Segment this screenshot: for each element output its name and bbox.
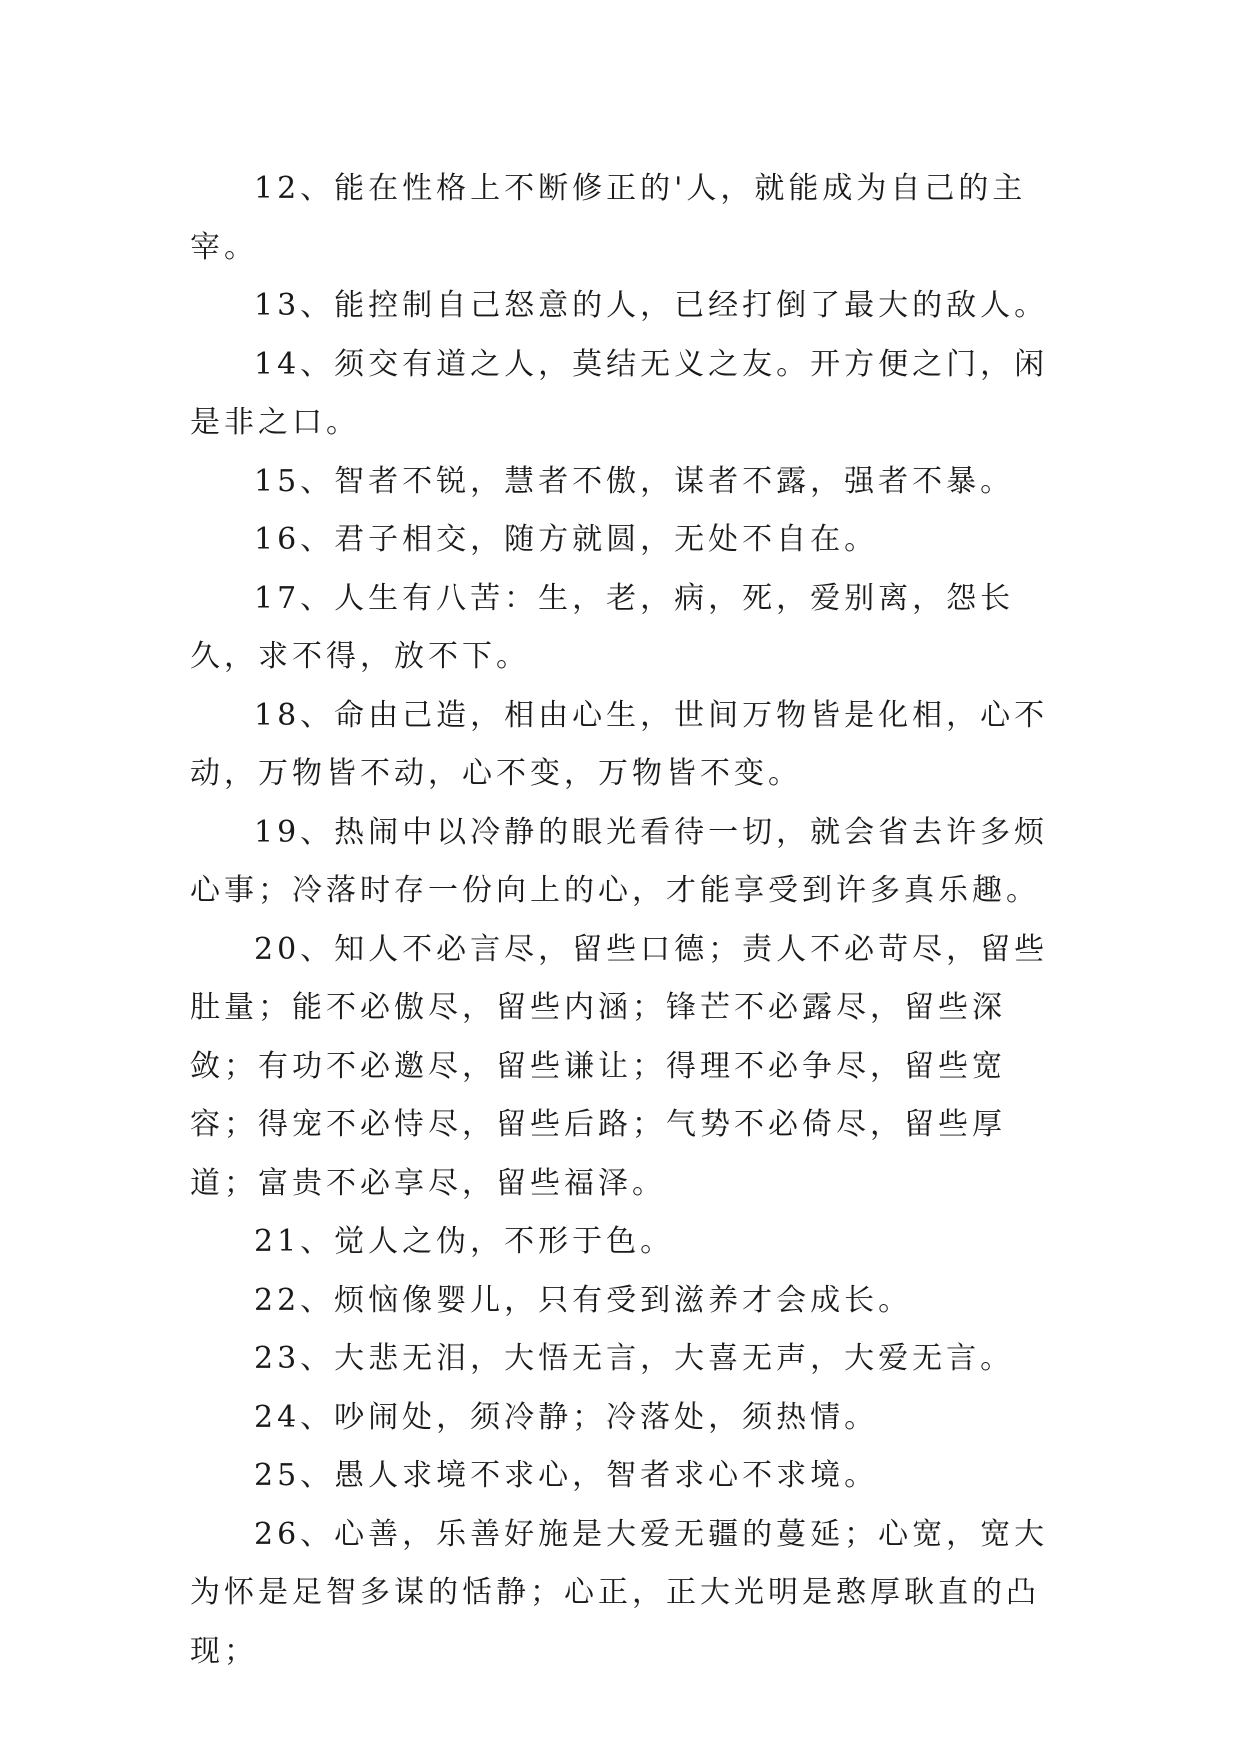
paragraph-23: 23、大悲无泪，大悟无言，大喜无声，大爱无言。 xyxy=(254,1341,1015,1376)
paragraph-12: 12、能在性格上不断修正的'人，就能成为自己的主宰。 xyxy=(190,171,1027,265)
paragraph-15: 15、智者不锐，慧者不傲，谋者不露，强者不暴。 xyxy=(254,463,1015,499)
paragraph-13: 13、能控制自己怒意的人，已经打倒了最大的敌人。 xyxy=(254,288,1049,323)
paragraph-20: 20、知人不必言尽，留些口德；责人不必苛尽，留些肚量；能不必傲尽，留些内涵；锋芒不必露尽，留些深敛；有功不必邀尽，留些谦让；得理不必争尽，留些宽容；得宠不必恃尽，留些后路；气势不必倚尽，留些厚道；富贵不必享尽，留些福泽。 xyxy=(190,931,1049,1201)
paragraph-18: 18、命由己造，相由心生，世间万物皆是化相，心不动，万物皆不动，心不变，万物皆不变。 xyxy=(190,697,1049,791)
paragraph-24: 24、吵闹处，须冷静；冷落处，须热情。 xyxy=(254,1399,879,1435)
paragraph-14: 14、须交有道之人，莫结无义之友。开方便之门，闲是非之口。 xyxy=(190,346,1049,440)
paragraph-16: 16、君子相交，随方就圆，无处不自在。 xyxy=(254,522,879,557)
paragraph-17: 17、人生有八苦：生，老，病，死，爱别离，怨长久，求不得，放不下。 xyxy=(190,580,1015,674)
paragraph-19: 19、热闹中以冷静的眼光看待一切，就会省去许多烦心事；冷落时存一份向上的心，才能享受到许多真乐趣。 xyxy=(190,814,1049,908)
document-body xyxy=(190,160,1070,1681)
paragraph-22: 22、烦恼像婴儿，只有受到滋养才会成长。 xyxy=(254,1282,913,1318)
paragraph-25: 25、愚人求境不求心，智者求心不求境。 xyxy=(254,1458,879,1493)
paragraph-21: 21、觉人之伪，不形于色。 xyxy=(254,1224,675,1259)
paragraph-26: 26、心善，乐善好施是大爱无疆的蔓延；心宽，宽大为怀是足智多谋的恬静；心正，正大光明是憨厚耿直的凸现； xyxy=(190,1516,1049,1669)
